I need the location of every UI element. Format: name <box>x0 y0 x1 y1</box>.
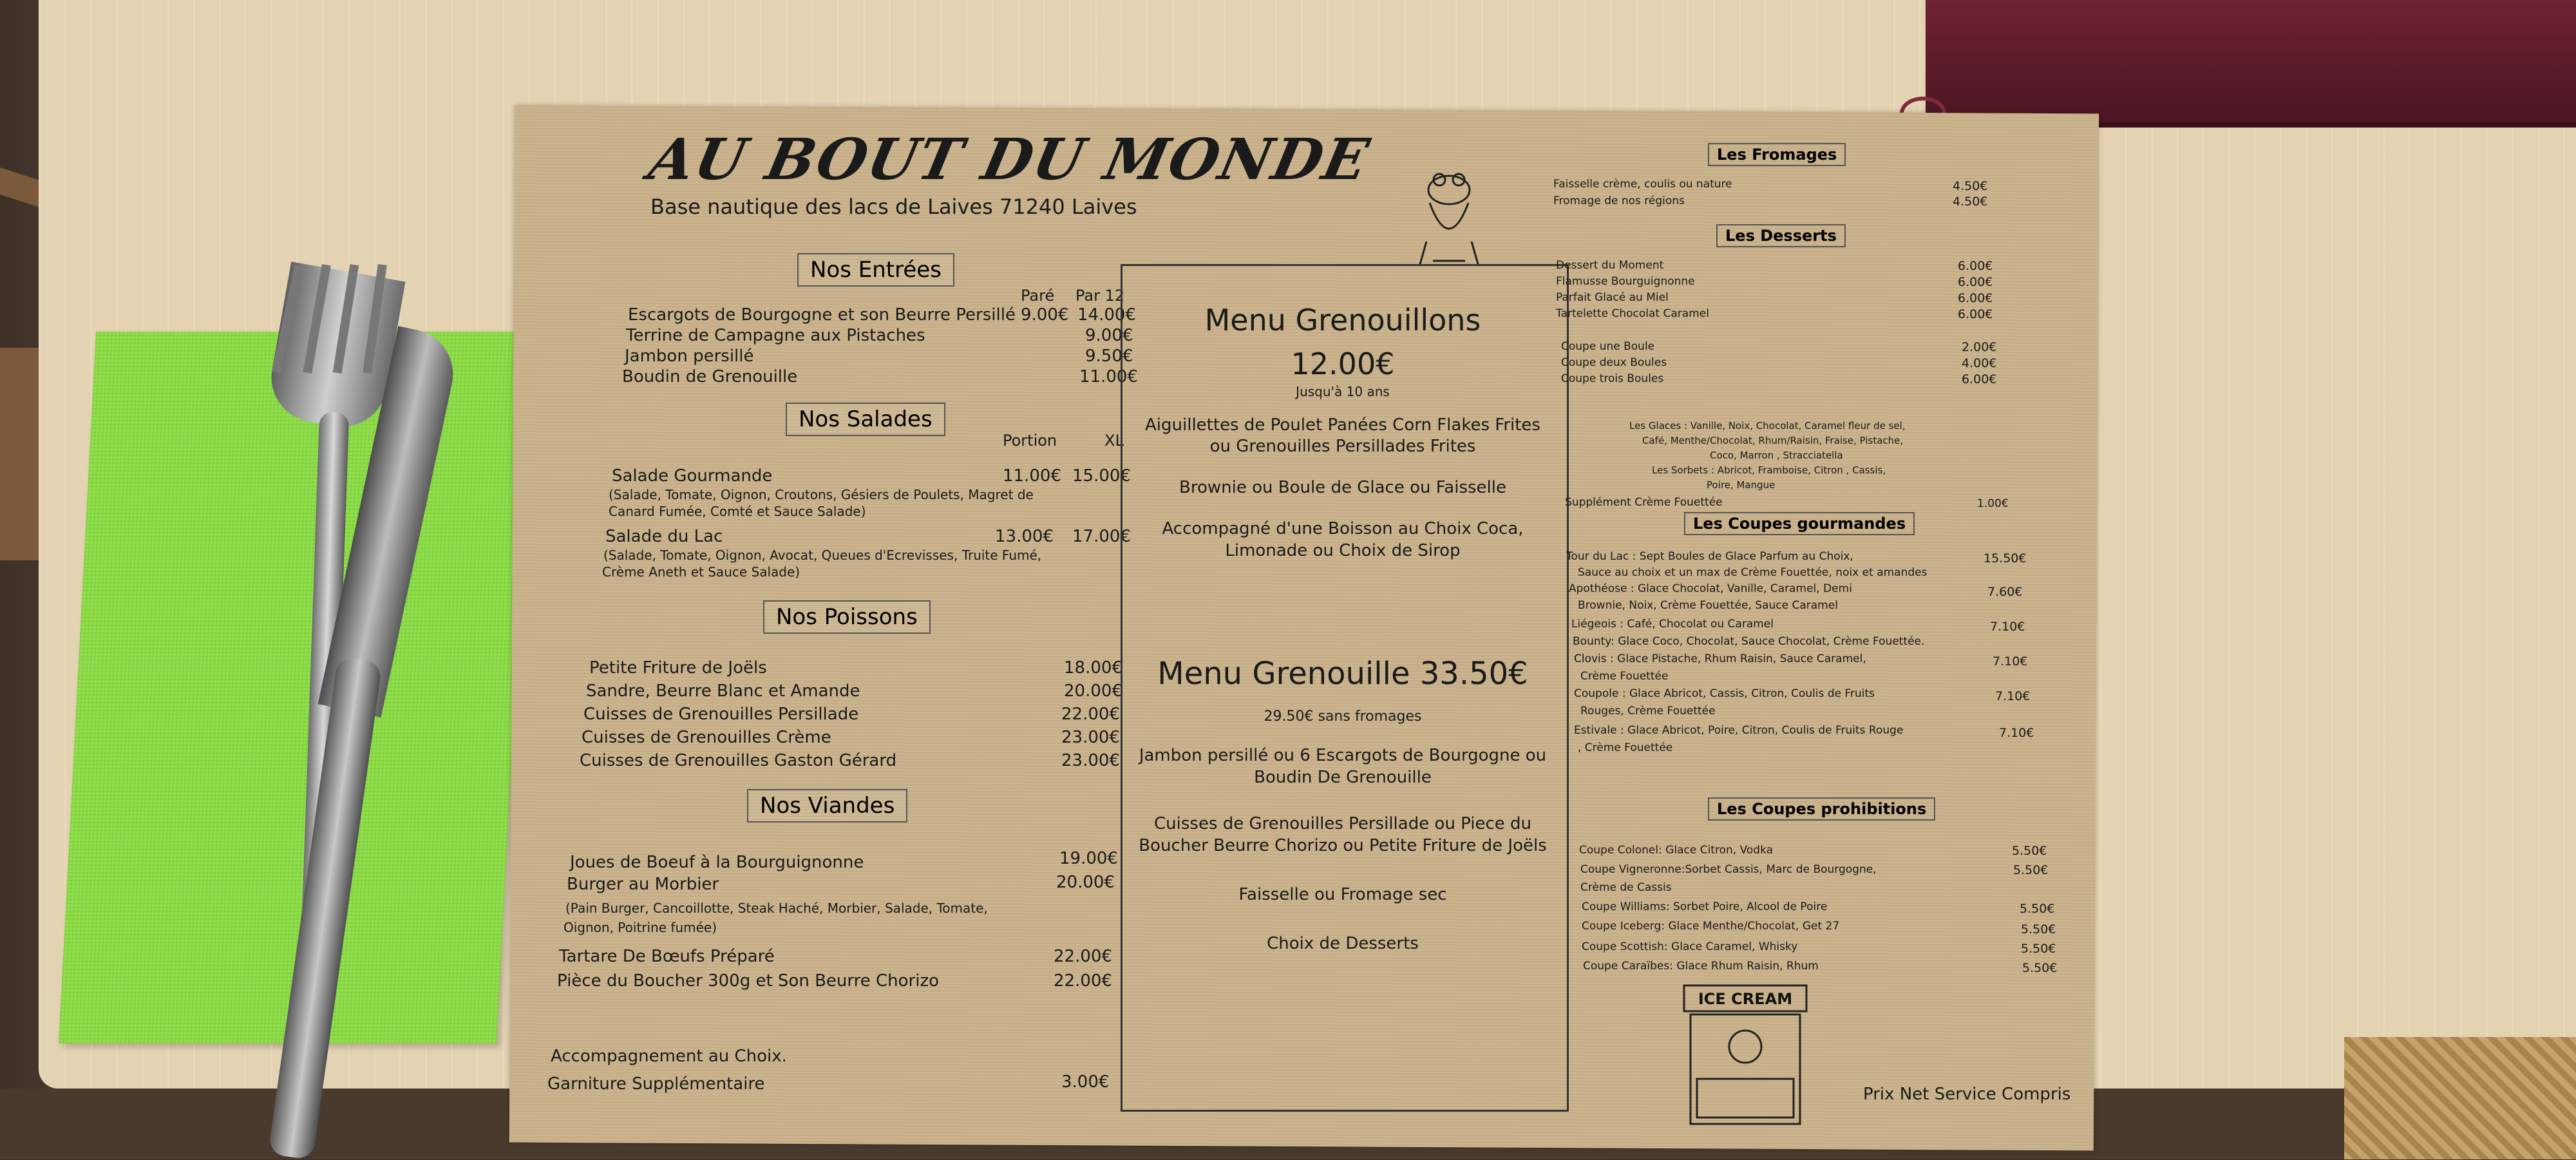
menu-item-name: Boudin de Grenouille <box>622 367 798 386</box>
menu-item-price: 22.00€ <box>1054 947 1112 966</box>
coupe-prohibition-item: Coupe Colonel: Glace Citron, Vodka <box>1579 844 1774 857</box>
menu-grenouille-line: Jambon persillé ou 6 Escargots de Bourgogne ou <box>1139 746 1547 765</box>
menu-grenouillons-age-note: Jusqu'à 10 ans <box>1296 384 1390 399</box>
coupe-price: 7.60€ <box>1987 585 2023 599</box>
ice-cream-stand-illustration <box>1681 982 1810 1130</box>
glaces-flavours: Les Glaces : Vanille, Noix, Chocolat, Caramel fleur de sel, <box>1629 420 1906 432</box>
ice-cup-price: 2.00€ <box>1962 340 1997 354</box>
menu-item-price: 15.00€ <box>1072 466 1131 486</box>
ice-cup-item: Coupe une Boule <box>1561 340 1655 353</box>
menu-item-price: 23.00€ <box>1061 751 1120 770</box>
menu-grenouillons-price: 12.00€ <box>1291 347 1395 381</box>
coupe-prohibition-item: Crème de Cassis <box>1580 881 1672 894</box>
accompaniment-note: Accompagnement au Choix. <box>551 1047 787 1066</box>
supplement-label: Supplément Crème Fouettée <box>1565 496 1723 509</box>
ice-cup-price: 4.00€ <box>1962 356 1997 370</box>
coupe-prohibition-price: 5.50€ <box>2022 961 2058 975</box>
menu-item-name: Burger au Morbier <box>567 875 719 894</box>
dessert-item-price: 6.00€ <box>1958 259 1993 273</box>
menu-grenouillons-line: Aiguillettes de Poulet Panées Corn Flakes Frites <box>1145 415 1540 435</box>
coupe-line: Crème Fouettée <box>1580 670 1669 683</box>
menu-item-description: Oignon, Poitrine fumée) <box>564 920 717 935</box>
section-heading-coupes-prohibitions: Les Coupes prohibitions <box>1708 797 1935 821</box>
section-heading-viandes: Nos Viandes <box>747 789 907 822</box>
menu-item-price: 11.00€ <box>1079 367 1138 386</box>
menu-item-name: Cuisses de Grenouilles Gaston Gérard <box>580 751 897 770</box>
coupe-price: 7.10€ <box>1990 620 2025 634</box>
wicker-chair-seat <box>2344 1037 2576 1159</box>
glaces-flavours: Café, Menthe/Chocolat, Rhum/Raisin, Fraise, Pistache, <box>1642 435 1904 446</box>
coupe-price: 15.50€ <box>1984 551 2027 566</box>
ice-cup-item: Coupe trois Boules <box>1561 372 1664 385</box>
menu-item-description: (Salade, Tomate, Oignon, Avocat, Queues d'Ecrevisses, Truite Fumé, <box>603 547 1042 563</box>
coupe-prohibition-item: Coupe Iceberg: Glace Menthe/Chocolat, Get 27 <box>1582 920 1840 933</box>
coupe-price: 7.10€ <box>1993 654 2028 669</box>
dessert-item-name: Tartelette Chocolat Caramel <box>1556 307 1709 320</box>
menu-item-price: 23.00€ <box>1061 728 1120 747</box>
glaces-flavours: Coco, Marron , Stracciatella <box>1710 450 1843 461</box>
restaurant-title: AU BOUT DU MONDE <box>643 126 1376 193</box>
menu-item-price: 11.00€ <box>1003 466 1061 486</box>
price-note-footer: Prix Net Service Compris <box>1863 1085 2071 1104</box>
menu-item-name: Cuisses de Grenouilles Persillade <box>583 705 859 724</box>
menu-item-name: Salade du Lac <box>605 527 723 546</box>
menu-grenouille-line: Boudin De Grenouille <box>1254 768 1432 787</box>
coupe-prohibition-price: 5.50€ <box>2020 902 2055 916</box>
coupe-line: Apothéose : Glace Chocolat, Vanille, Caramel, Demi <box>1569 582 1852 595</box>
coupe-prohibition-price: 5.50€ <box>2013 863 2049 877</box>
supplement-price: 1.00€ <box>1977 497 2009 510</box>
section-heading-salades: Nos Salades <box>786 403 945 436</box>
menu-item-price: 9.50€ <box>1085 347 1133 366</box>
dessert-item-name: Fromage de nos régions <box>1553 195 1685 207</box>
coupe-line: Liégeois : Café, Chocolat ou Caramel <box>1571 618 1774 631</box>
coupe-prohibition-item: Coupe Scottish: Glace Caramel, Whisky <box>1582 940 1798 953</box>
column-header: Portion <box>1003 432 1057 450</box>
coupe-line: Sauce au choix et un max de Crème Fouettée, noix et amandes <box>1578 566 1927 579</box>
menu-grenouillons-line: ou Grenouilles Persillades Frites <box>1209 437 1476 456</box>
section-heading-coupes-gourmandes: Les Coupes gourmandes <box>1684 512 1915 535</box>
menu-grenouille-line: Choix de Desserts <box>1267 934 1419 953</box>
dessert-item-price: 6.00€ <box>1958 291 1993 305</box>
menu-item-price: 14.00€ <box>1077 305 1136 325</box>
menu-item-name: Tartare De Bœufs Préparé <box>559 947 775 966</box>
menu-item-price: 22.00€ <box>1054 971 1112 991</box>
menu-grenouille-note: 29.50€ sans fromages <box>1264 708 1422 725</box>
dessert-item-name: Parfait Glacé au Miel <box>1556 291 1669 304</box>
dessert-item-name: Flamusse Bourguignonne <box>1556 275 1695 288</box>
section-heading-poissons: Nos Poissons <box>763 600 931 634</box>
extra-garnish-price: 3.00€ <box>1061 1072 1110 1092</box>
section-heading-desserts: Les Desserts <box>1716 224 1846 247</box>
ice-cup-item: Coupe deux Boules <box>1561 356 1667 369</box>
menu-item-name: Joues de Boeuf à la Bourguignonne <box>570 853 864 872</box>
menu-grenouillons-line: Brownie ou Boule de Glace ou Faisselle <box>1179 478 1506 497</box>
menu-item-price: 19.00€ <box>1059 849 1118 868</box>
dessert-item-price: 4.50€ <box>1953 179 1988 193</box>
coupe-price: 7.10€ <box>1999 726 2034 740</box>
section-heading-fromages: Les Fromages <box>1708 143 1846 166</box>
coupe-prohibition-price: 5.50€ <box>2021 942 2056 956</box>
menu-grenouille-line: Faisselle ou Fromage sec <box>1238 885 1447 904</box>
extra-garnish-label: Garniture Supplémentaire <box>547 1074 765 1094</box>
ice-cup-price: 6.00€ <box>1962 372 1997 386</box>
menu-item-price: 17.00€ <box>1072 527 1131 546</box>
dessert-item-price: 4.50€ <box>1953 195 1988 209</box>
column-header: Par 12 <box>1075 287 1125 305</box>
dessert-item-price: 6.00€ <box>1958 307 1993 321</box>
menu-item-description: (Pain Burger, Cancoillotte, Steak Haché, Morbier, Salade, Tomate, <box>565 900 988 916</box>
coupe-prohibition-item: Coupe Williams: Sorbet Poire, Alcool de Poire <box>1582 900 1828 913</box>
coupe-line: Clovis : Glace Pistache, Rhum Raisin, Sauce Caramel, <box>1574 652 1866 665</box>
menu-item-name: Sandre, Beurre Blanc et Amande <box>586 681 860 701</box>
menu-grenouille-line: Boucher Beurre Chorizo ou Petite Friture de Joëls <box>1139 836 1547 855</box>
menu-grenouillons-line: Accompagné d'une Boisson au Choix Coca, <box>1162 519 1524 538</box>
dessert-item-price: 6.00€ <box>1958 275 1993 289</box>
menu-item-price: 20.00€ <box>1056 873 1115 892</box>
coupe-line: Rouges, Crème Fouettée <box>1580 705 1716 718</box>
menu-item-price: 9.00€ <box>1021 305 1069 325</box>
column-header: Paré <box>1021 287 1055 305</box>
column-header: XL <box>1104 432 1124 450</box>
coupe-line: , Crème Fouettée <box>1578 741 1673 754</box>
coupe-prohibition-item: Coupe Caraïbes: Glace Rhum Raisin, Rhum <box>1583 960 1819 973</box>
frog-waiter-illustration <box>1414 164 1484 267</box>
coupe-prohibition-item: Coupe Vigneronne:Sorbet Cassis, Marc de Bourgogne, <box>1580 863 1877 876</box>
coupe-line: Brownie, Noix, Crème Fouettée, Sauce Caramel <box>1578 599 1838 612</box>
menu-grenouillons-title: Menu Grenouillons <box>1204 303 1481 338</box>
coupe-line: Bounty: Glace Coco, Chocolat, Sauce Chocolat, Crème Fouettée. <box>1573 635 1925 648</box>
menu-item-name: Terrine de Campagne aux Pistaches <box>626 326 925 345</box>
menu-item-description: (Salade, Tomate, Oignon, Croutons, Gésiers de Poulets, Magret de <box>609 487 1034 502</box>
menu-item-name: Cuisses de Grenouilles Crème <box>582 728 831 747</box>
menu-item-price: 9.00€ <box>1085 326 1133 345</box>
ice-cream-sign: ICE CREAM <box>1698 990 1793 1008</box>
menu-item-price: 22.00€ <box>1061 705 1120 724</box>
menu-item-name: Escargots de Bourgogne et son Beurre Persillé <box>628 305 1016 325</box>
green-napkin <box>59 332 534 1043</box>
coupe-prohibition-price: 5.50€ <box>2021 922 2056 937</box>
menu-item-price: 13.00€ <box>995 527 1054 546</box>
menu-item-description: Crème Aneth et Sauce Salade) <box>602 564 800 580</box>
menu-grenouillons-line: Limonade ou Choix de Sirop <box>1225 541 1461 560</box>
menu-item-price: 20.00€ <box>1064 681 1122 701</box>
menu-item-name: Petite Friture de Joëls <box>589 658 767 678</box>
sorbets-flavours: Les Sorbets : Abricot, Framboise, Citron , Cassis, <box>1652 464 1886 476</box>
menu-item-name: Salade Gourmande <box>612 466 773 486</box>
coupe-price: 7.10€ <box>1995 689 2031 703</box>
menu-item-name: Pièce du Boucher 300g et Son Beurre Chorizo <box>557 971 940 991</box>
section-heading-entrees: Nos Entrées <box>797 253 954 287</box>
dessert-item-name: Faisselle crème, coulis ou nature <box>1553 178 1732 191</box>
sorbets-flavours: Poire, Mangue <box>1707 479 1776 491</box>
coupe-prohibition-price: 5.50€ <box>2012 844 2047 858</box>
leather-menu-folder <box>1926 0 2576 128</box>
menu-grenouille-title: Menu Grenouille 33.50€ <box>1157 656 1528 692</box>
coupe-line: Tour du Lac : Sept Boules de Glace Parfum au Choix, <box>1566 550 1853 563</box>
coupe-line: Estivale : Glace Abricot, Poire, Citron, Coulis de Fruits Rouge <box>1574 724 1904 737</box>
menu-item-name: Jambon persillé <box>625 347 754 366</box>
menu-item-description: Canard Fumée, Comté et Sauce Salade) <box>609 504 866 519</box>
restaurant-address: Base nautique des lacs de Laives 71240 Laives <box>650 195 1137 219</box>
menu-item-price: 18.00€ <box>1064 658 1122 678</box>
dessert-item-name: Dessert du Moment <box>1556 259 1664 272</box>
coupe-line: Coupole : Glace Abricot, Cassis, Citron, Coulis de Fruits <box>1574 687 1875 700</box>
menu-grenouille-line: Cuisses de Grenouilles Persillade ou Piece du <box>1154 814 1531 833</box>
